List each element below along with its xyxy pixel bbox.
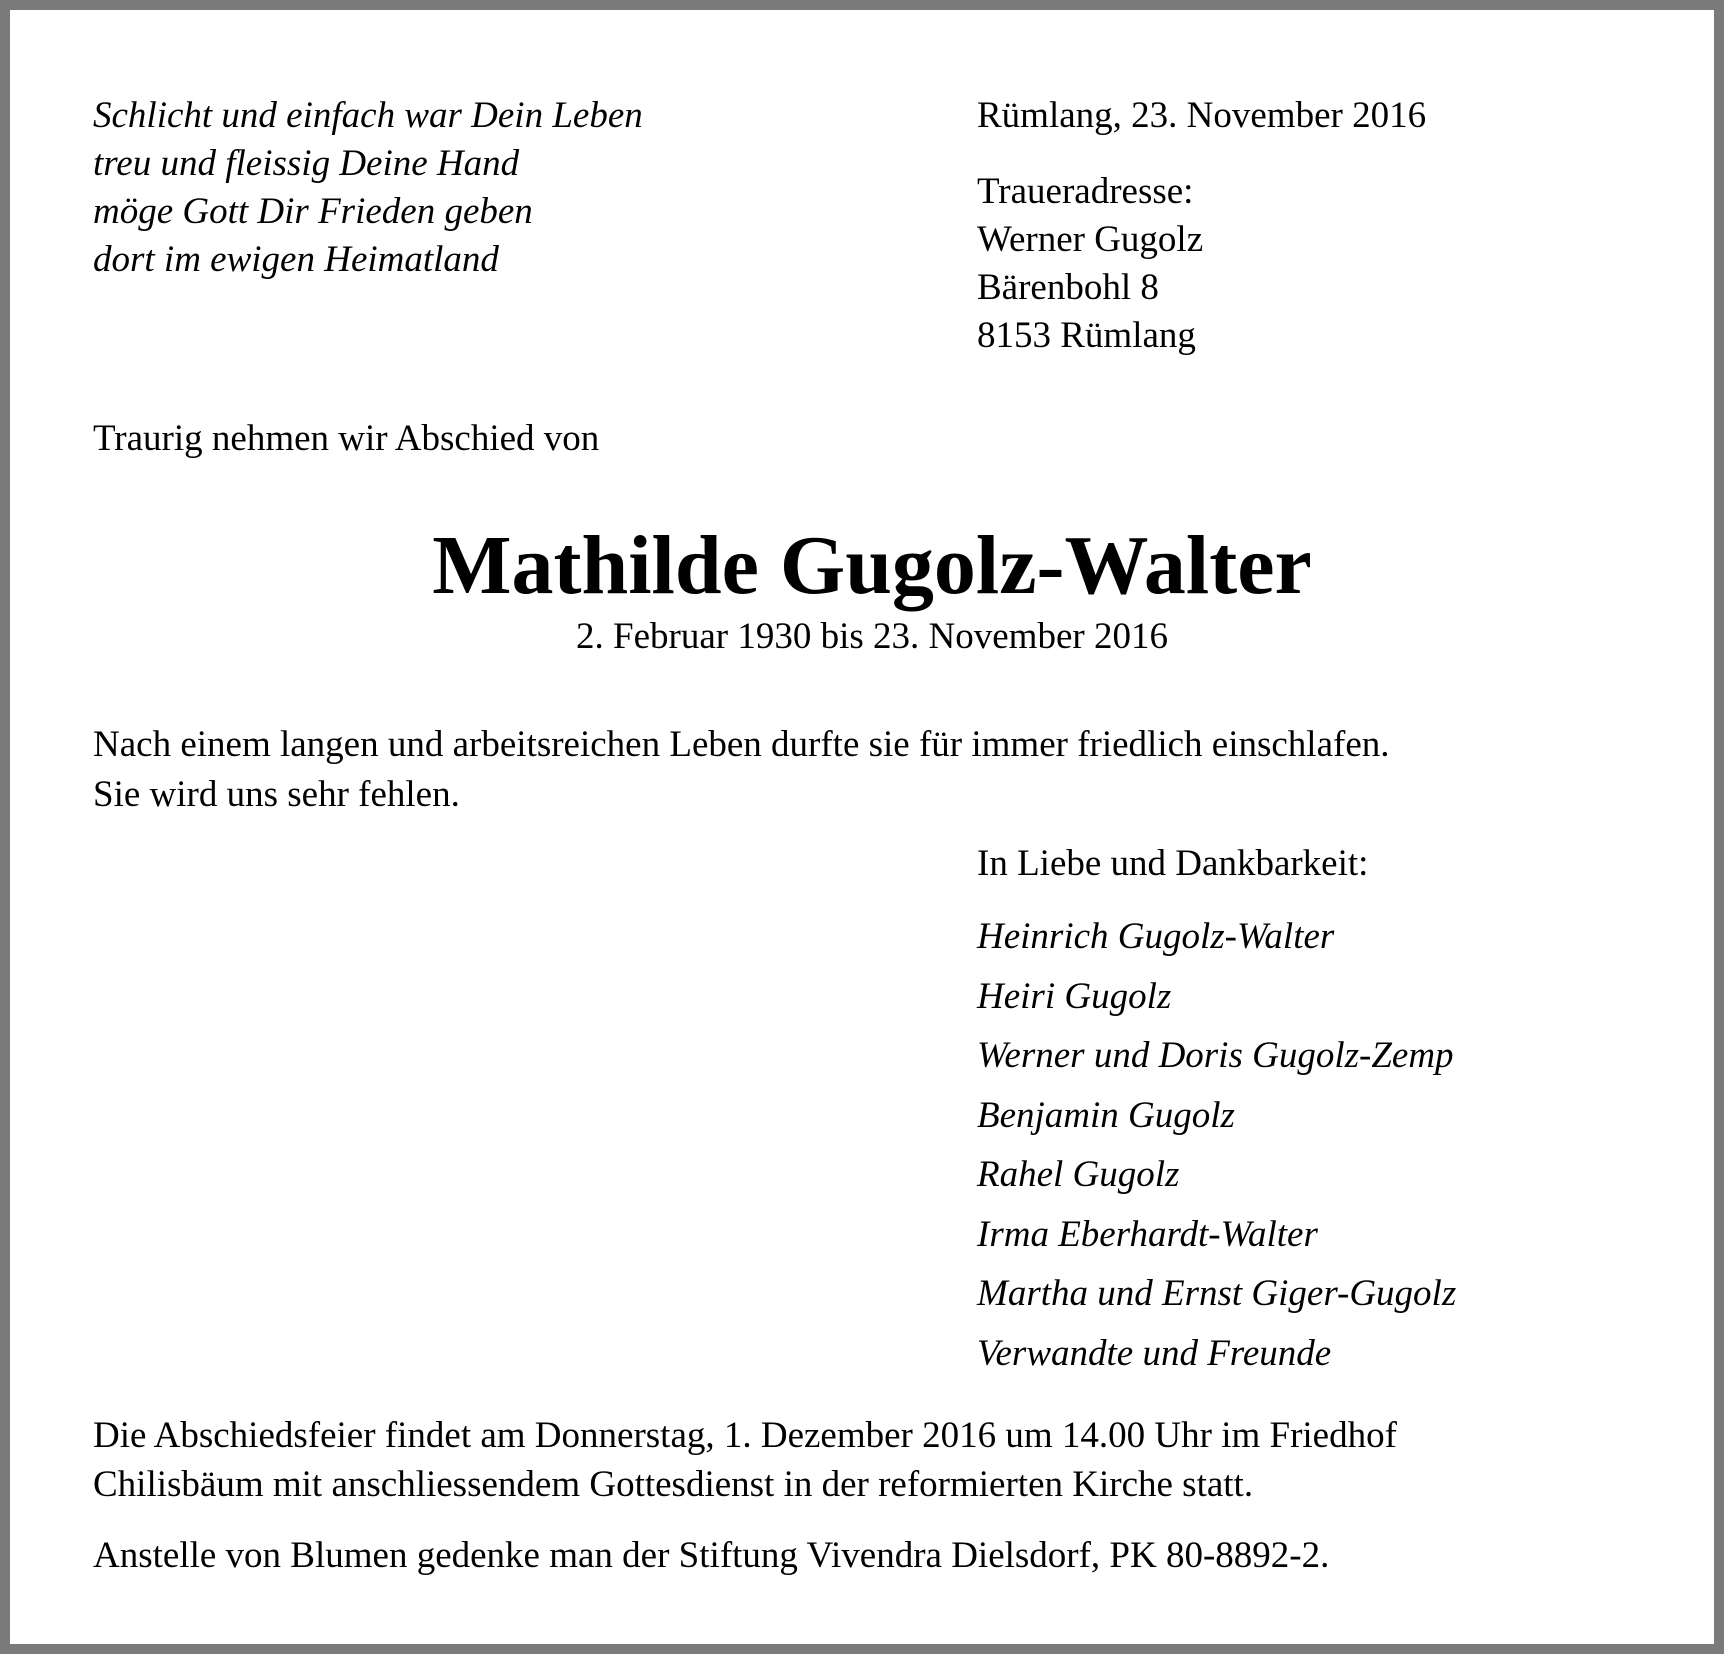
closing-phrase: In Liebe und Dankbarkeit: xyxy=(977,843,1369,884)
poem-line: Schlicht und einfach war Dein Leben xyxy=(93,95,643,136)
mourner-name: Irma Eberhardt-Walter xyxy=(977,1213,1318,1255)
ceremony-line: Chilisbäum mit anschliessendem Gottesdienst in der reformierten Kirche statt. xyxy=(93,1464,1254,1505)
ceremony-line: Die Abschiedsfeier findet am Donnerstag, 1. Dezember 2016 um 14.00 Uhr im Friedhof xyxy=(93,1415,1397,1456)
mourner-name: Rahel Gugolz xyxy=(977,1154,1180,1195)
mourner-name: Verwandte und Freunde xyxy=(977,1332,1332,1374)
address-heading: Traueradresse: xyxy=(977,171,1194,212)
poem-line: treu und fleissig Deine Hand xyxy=(93,143,520,184)
ceremony-details xyxy=(93,1411,1397,1509)
mourner-name: Benjamin Gugolz xyxy=(977,1094,1235,1136)
life-dates: 2. Februar 1930 bis 23. November 2016 xyxy=(576,616,1168,657)
poem-line: dort im ewigen Heimatland xyxy=(93,239,499,280)
mourner-name: Martha und Ernst Giger-Gugolz xyxy=(977,1273,1457,1314)
deceased-name: Mathilde Gugolz-Walter xyxy=(432,519,1312,612)
mourner-name: Werner und Doris Gugolz-Zemp xyxy=(977,1035,1454,1076)
address-street: Bärenbohl 8 xyxy=(977,267,1159,308)
farewell-intro: Traurig nehmen wir Abschied von xyxy=(93,418,600,459)
mourner-name: Heiri Gugolz xyxy=(977,975,1172,1017)
place-and-date: Rümlang, 23. November 2016 xyxy=(977,95,1427,136)
mourner-name: Heinrich Gugolz-Walter xyxy=(977,916,1335,957)
donation-note: Anstelle von Blumen gedenke man der Stiftung Vivendra Dielsdorf, PK 80-8892-2. xyxy=(93,1535,1330,1576)
message-line: Sie wird uns sehr fehlen. xyxy=(93,774,460,815)
poem-line: möge Gott Dir Frieden geben xyxy=(93,191,533,232)
mourners-list xyxy=(977,907,1456,1383)
address-name: Werner Gugolz xyxy=(977,219,1204,260)
message-line: Nach einem langen und arbeitsreichen Leben durfte sie für immer friedlich einschlafen. xyxy=(93,724,1390,765)
mourning-address xyxy=(977,168,1203,360)
memorial-message xyxy=(93,720,1390,820)
poem-verse xyxy=(93,92,643,284)
address-city: 8153 Rümlang xyxy=(977,315,1196,356)
